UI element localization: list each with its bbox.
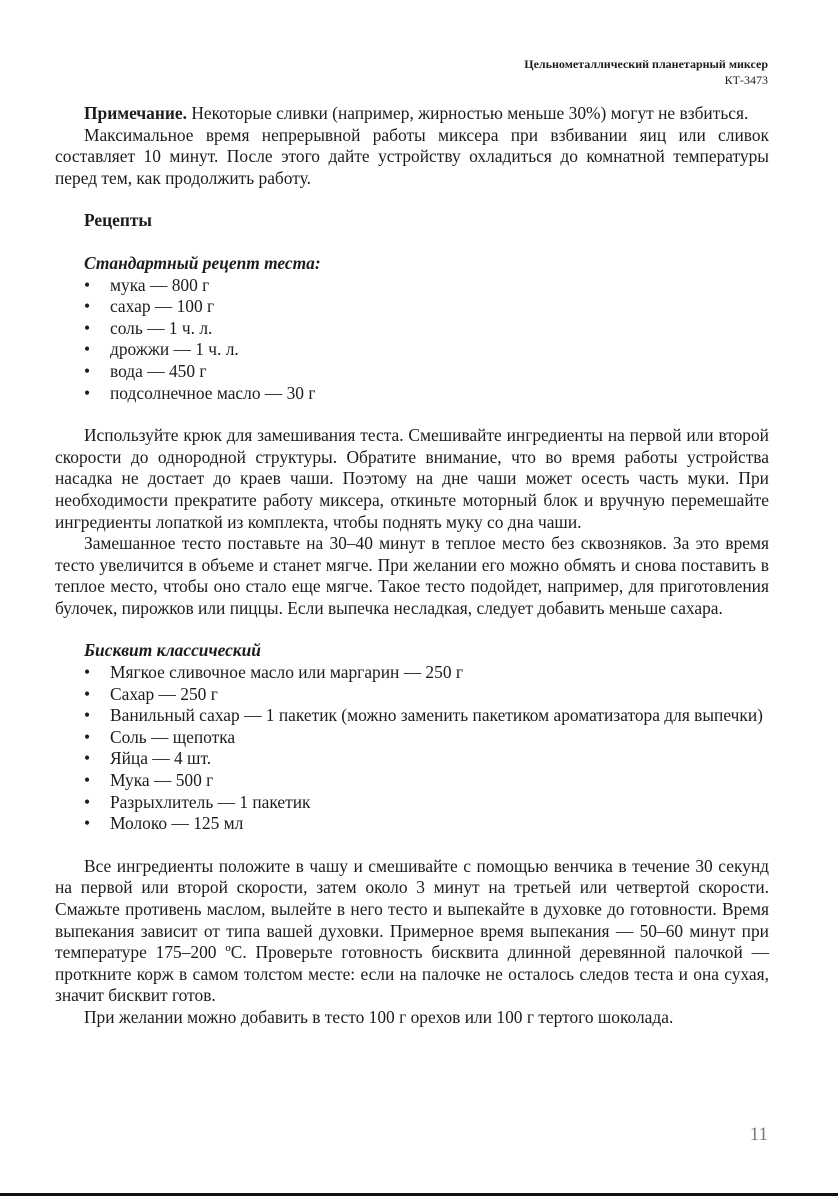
note-lead: Примечание. (84, 103, 187, 123)
list-item: • вода — 450 г (84, 360, 207, 381)
list-item: • подсолнечное масло — 30 г (84, 382, 316, 403)
list-item: • мука — 800 г (84, 274, 210, 295)
bullet-icon: • (84, 339, 91, 360)
page-content (55, 103, 769, 1029)
list-item: • Соль — щепотка (84, 726, 236, 747)
header-product-title: Цельнометаллический планетарный миксер (524, 57, 768, 71)
list-item: • дрожжи — 1 ч. л. (84, 339, 239, 360)
list-item: • Разрыхлитель — 1 пакетик (84, 791, 311, 812)
list-item: • Мука — 500 г (84, 770, 214, 791)
note-paragraph (55, 103, 769, 125)
list-item: • Яйца — 4 шт. (84, 748, 212, 769)
dough-instructions-paragraph: Используйте крюк для замешивания теста. Смешивайте ингредиенты на первой или второй скорости до однородной структуры. Обратите внимание, что во время работы устройства насадка не достает до краев чаши. Поэтому на дне чаши может осесть часть муки. При необходимости прекратите работу миксера, откиньте моторный блок и вручную перемешайте ингредиенты лопаткой из комплекта, чтобы поднять муку со дна чаши. (55, 425, 769, 532)
bullet-icon: • (84, 274, 91, 295)
list-item: • Мягкое сливочное масло или маргарин — 250 г (84, 662, 464, 683)
list-item: • соль — 1 ч. л. (84, 317, 213, 338)
sponge-ingredient-list (55, 662, 769, 835)
bullet-icon: • (84, 317, 91, 338)
list-item: • Сахар — 250 г (84, 683, 218, 704)
sponge-additions-paragraph: При желании можно добавить в тесто 100 г орехов или 100 г тертого шоколада. (84, 1006, 674, 1027)
list-item: • сахар — 100 г (84, 296, 215, 317)
bullet-icon: • (84, 683, 91, 704)
bullet-icon: • (84, 360, 91, 381)
page-header (524, 56, 768, 88)
spacer (55, 835, 769, 856)
dough-recipe-title: Стандартный рецепт теста: (84, 252, 321, 273)
dough-proofing-paragraph: Замешанное тесто поставьте на 30–40 минут в теплое место без сквозняков. За это время тесто увеличится в объеме и станет мягче. При желании его можно обмять и снова поставить в теплое место, чтобы оно стало еще мягче. Такое тесто подойдет, например, для приготовления булочек, пирожков или пиццы. Если выпечка несладкая, следует добавить меньше сахара. (55, 533, 769, 618)
bullet-icon: • (84, 770, 91, 791)
note-text: Некоторые сливки (например, жирностью меньше 30%) могут не взбиться. (186, 103, 749, 123)
spacer (55, 404, 769, 425)
bullet-icon: • (84, 296, 91, 317)
bullet-icon: • (84, 813, 91, 834)
sponge-instructions-paragraph: Все ингредиенты положите в чашу и смешивайте с помощью венчика в течение 30 секунд на первой или второй скорости, затем около 3 минут на третьей или четвертой скорости. Смажьте противень маслом, вылейте в него тесто и выпекайте в духовке до готовности. Время выпекания зависит от типа вашей духовки. Примерное время выпекания — 50–60 минут при температуре 175–200 ºС. Проверьте готовность бисквита длинной деревянной палочкой — проткните корж в самом толстом месте: если на палочке не осталось следов теста и она сухая, значит бисквит готов. (55, 855, 769, 1006)
bullet-icon: • (84, 748, 91, 769)
sponge-recipe-title: Бисквит классический (84, 640, 261, 661)
bullet-icon: • (84, 726, 91, 747)
header-model-number: КТ-3473 (724, 73, 768, 87)
page-number: 11 (749, 1124, 768, 1145)
bullet-icon: • (84, 791, 91, 812)
recipes-heading: Рецепты (84, 210, 152, 231)
list-item: • Молоко — 125 мл (84, 813, 244, 834)
bullet-icon: • (84, 662, 91, 683)
max-time-paragraph: Максимальное время непрерывной работы миксера при взбивании яиц или сливок составляет 10 минут. После этого дайте устройству охладиться до комнатной температуры перед тем, как продолжить работу. (55, 124, 769, 188)
bullet-icon: • (84, 705, 91, 726)
list-item: • Ванильный сахар — 1 пакетик (можно заменить пакетиком ароматизатора для выпечки) (84, 705, 763, 726)
dough-ingredient-list (55, 275, 769, 405)
bullet-icon: • (84, 382, 91, 403)
